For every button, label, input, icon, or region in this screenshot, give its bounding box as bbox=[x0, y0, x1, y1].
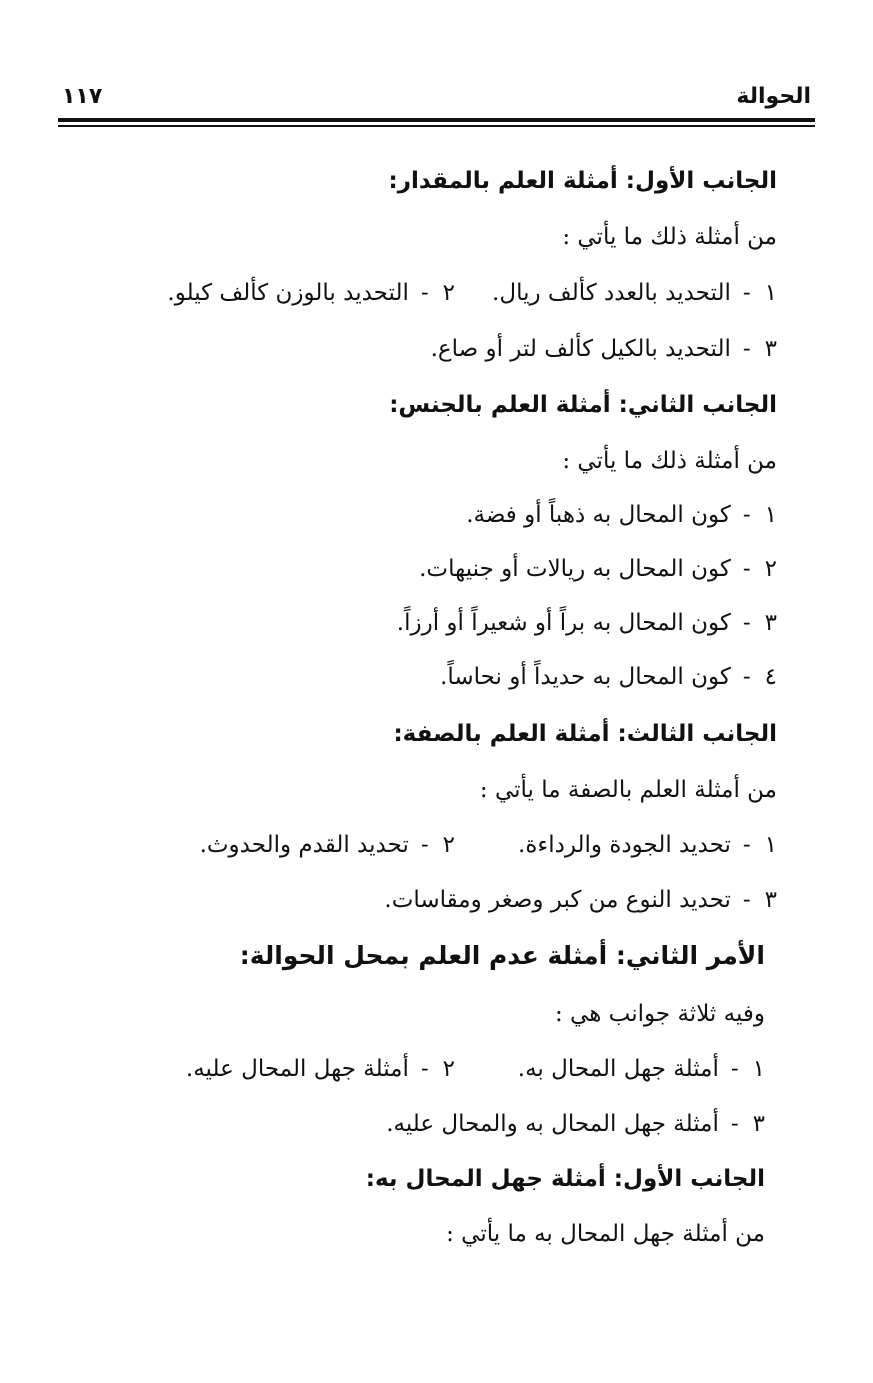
running-header-title: الحوالة bbox=[736, 84, 811, 109]
intro-text: من أمثلة ذلك ما يأتي : bbox=[562, 448, 777, 474]
item-number: ٢ bbox=[764, 556, 777, 582]
item-number: ٣ bbox=[764, 610, 777, 636]
item-text: كون المحال به ريالات أو جنيهات. bbox=[419, 556, 731, 582]
item-text: تحديد القدم والحدوث. bbox=[199, 832, 409, 858]
item-number: ٣ bbox=[764, 336, 777, 362]
item-text: تحديد النوع من كبر وصغر ومقاسات. bbox=[384, 887, 731, 913]
section-heading: الأمر الثاني: أمثلة عدم العلم بمحل الحوالة: bbox=[239, 941, 765, 970]
header-rule-thick bbox=[58, 118, 815, 122]
list-item: ٣-كون المحال به براً أو شعيراً أو أرزاً. bbox=[397, 607, 777, 639]
item-text: أمثلة جهل المحال عليه. bbox=[185, 1056, 409, 1082]
item-text: أمثلة جهل المحال به. bbox=[517, 1056, 719, 1082]
list-item: ٢-التحديد بالوزن كألف كيلو. bbox=[167, 277, 455, 309]
list-item: ٣-أمثلة جهل المحال به والمحال عليه. bbox=[386, 1108, 765, 1140]
section-heading: الجانب الأول: أمثلة جهل المحال به: bbox=[365, 1166, 765, 1192]
item-number: ١ bbox=[764, 280, 777, 306]
item-number: ١ bbox=[764, 502, 777, 528]
list-item: ٤-كون المحال به حديداً أو نحاساً. bbox=[440, 661, 777, 693]
list-item: ١-أمثلة جهل المحال به. bbox=[518, 1053, 765, 1085]
item-number: ٣ bbox=[764, 887, 777, 913]
page-number: ١١٧ bbox=[62, 84, 103, 109]
item-text: كون المحال به ذهباً أو فضة. bbox=[466, 502, 731, 528]
list-item: ١-تحديد الجودة والرداءة. bbox=[518, 829, 777, 861]
intro-text: وفيه ثلاثة جوانب هي : bbox=[555, 1001, 765, 1027]
item-number: ٣ bbox=[752, 1111, 765, 1137]
section-heading: الجانب الأول: أمثلة العلم بالمقدار: bbox=[388, 168, 777, 194]
list-item: ٢-كون المحال به ريالات أو جنيهات. bbox=[419, 553, 777, 585]
item-number: ٢ bbox=[442, 832, 455, 858]
item-number: ٤ bbox=[764, 664, 777, 690]
section-heading: الجانب الثالث: أمثلة العلم بالصفة: bbox=[393, 721, 777, 747]
list-item: ٢-أمثلة جهل المحال عليه. bbox=[186, 1053, 455, 1085]
item-text: التحديد بالوزن كألف كيلو. bbox=[167, 280, 409, 306]
item-number: ٢ bbox=[442, 1056, 455, 1082]
item-text: كون المحال به براً أو شعيراً أو أرزاً. bbox=[396, 610, 731, 636]
item-text: التحديد بالعدد كألف ريال. bbox=[492, 280, 731, 306]
list-item: ٣-تحديد النوع من كبر وصغر ومقاسات. bbox=[384, 884, 777, 916]
item-number: ١ bbox=[764, 832, 777, 858]
intro-text: من أمثلة ذلك ما يأتي : bbox=[562, 224, 777, 250]
item-number: ٢ bbox=[442, 280, 455, 306]
header-rule-thin bbox=[58, 125, 815, 127]
list-item: ١-التحديد بالعدد كألف ريال. bbox=[492, 277, 777, 309]
list-item: ١-كون المحال به ذهباً أو فضة. bbox=[466, 499, 777, 531]
intro-text: من أمثلة جهل المحال به ما يأتي : bbox=[446, 1221, 765, 1247]
intro-text: من أمثلة العلم بالصفة ما يأتي : bbox=[479, 777, 777, 803]
item-number: ١ bbox=[752, 1056, 765, 1082]
list-item: ٣-التحديد بالكيل كألف لتر أو صاع. bbox=[431, 333, 777, 365]
item-text: كون المحال به حديداً أو نحاساً. bbox=[440, 664, 731, 690]
list-item: ٢-تحديد القدم والحدوث. bbox=[200, 829, 455, 861]
section-heading: الجانب الثاني: أمثلة العلم بالجنس: bbox=[389, 392, 777, 418]
item-text: تحديد الجودة والرداءة. bbox=[518, 832, 731, 858]
item-text: التحديد بالكيل كألف لتر أو صاع. bbox=[430, 336, 731, 362]
item-text: أمثلة جهل المحال به والمحال عليه. bbox=[386, 1111, 719, 1137]
